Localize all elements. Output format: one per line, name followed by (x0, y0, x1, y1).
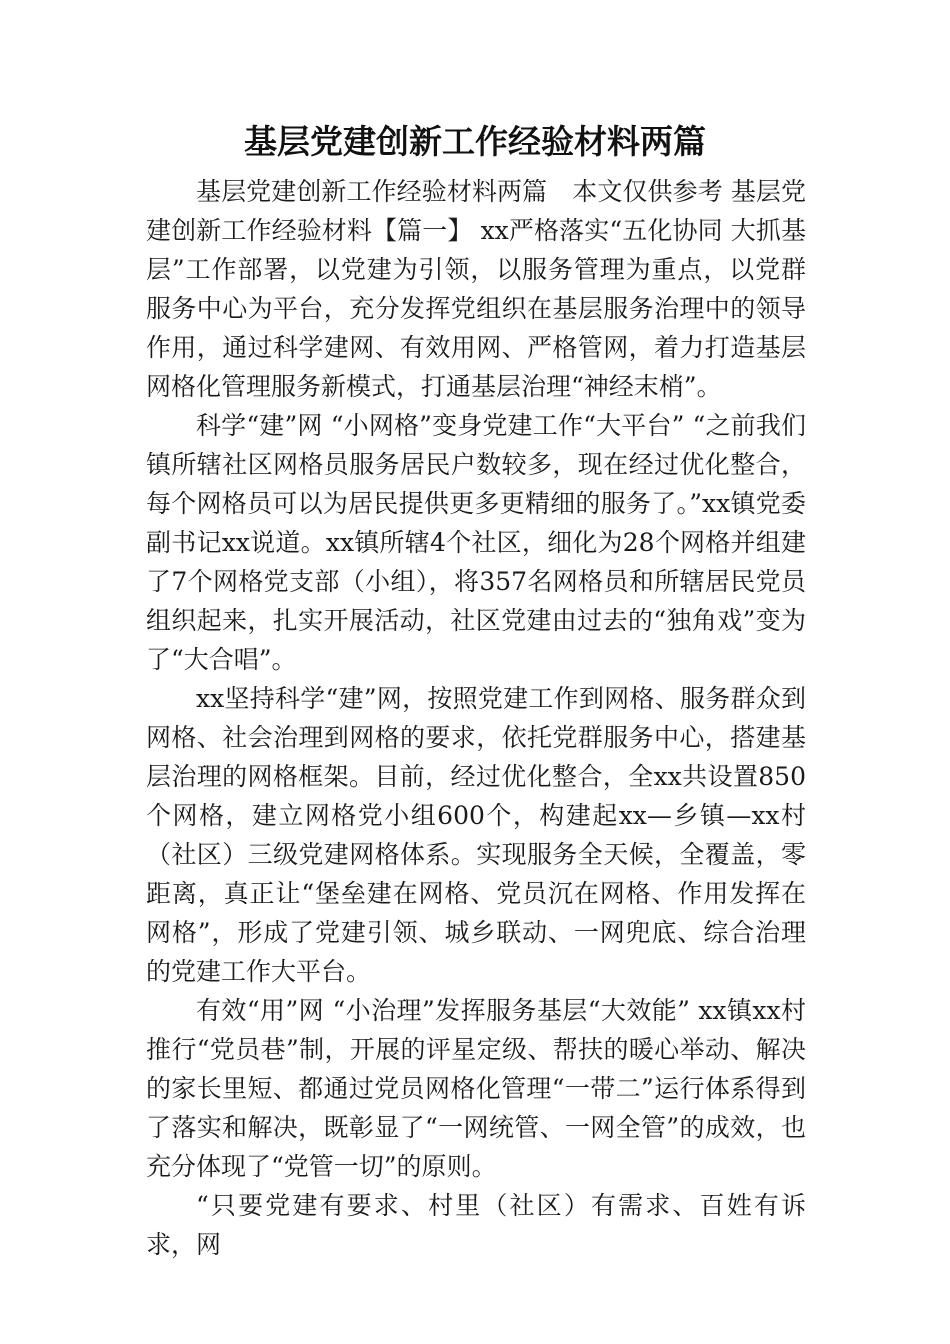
paragraph: xx坚持科学“建”网，按照党建工作到网格、服务群众到网格、社会治理到网格的要求，依托党群服务中心，搭建基层治理的网格框架。目前，经过优化整合，全xx共设置850个网格，建立网格党小组600个，构建起xx—乡镇—xx村（社区）三级党建网格体系。实现服务全天候，全覆盖，零距离，真正让“堡垒建在网格、党员沉在网格、作用发挥在网格”，形成了党建引领、城乡联动、一网兜底、综合治理的党建工作大平台。 (146, 684, 806, 986)
paragraph: 有效“用”网 “小治理”发挥服务基层“大效能” xx镇xx村推行“党员巷”制，开展的评星定级、帮扶的暖心举动、解决的家长里短、都通过党员网格化管理“一带二”运行体系得到了落实和解决，既彰显了“一网统管、一网全管”的成效，也充分体现了“党管一切”的原则。 (146, 996, 806, 1181)
document-title: 基层党建创新工作经验材料两篇 (244, 122, 706, 161)
document-body (146, 172, 806, 1264)
paragraph: 基层党建创新工作经验材料两篇 本文仅供参考 基层党建创新工作经验材料【篇一】 xx严格落实“五化协同 大抓基层”工作部署，以党建为引领，以服务管理为重点，以党群服务中心为平台，充分发挥党组织在基层服务治理中的领导作用，通过科学建网、有效用网、严格管网，着力打造基层网格化管理服务新模式，打通基层治理“神经末梢”。 (146, 177, 806, 401)
paragraph: “只要党建有要求、村里（社区）有需求、百姓有诉求，网 (146, 1191, 806, 1259)
paragraph: 科学“建”网 “小网格”变身党建工作“大平台” “之前我们镇所辖社区网格员服务居民户数较多，现在经过优化整合，每个网格员可以为居民提供更多更精细的服务了。”xx镇党委副书记xx说道。xx镇所辖4个社区，细化为28个网格并组建了7个网格党支部（小组），将357名网格员和所辖居民党员组织起来，扎实开展活动，社区党建由过去的“独角戏”变为了“大合唱”。 (146, 411, 806, 674)
